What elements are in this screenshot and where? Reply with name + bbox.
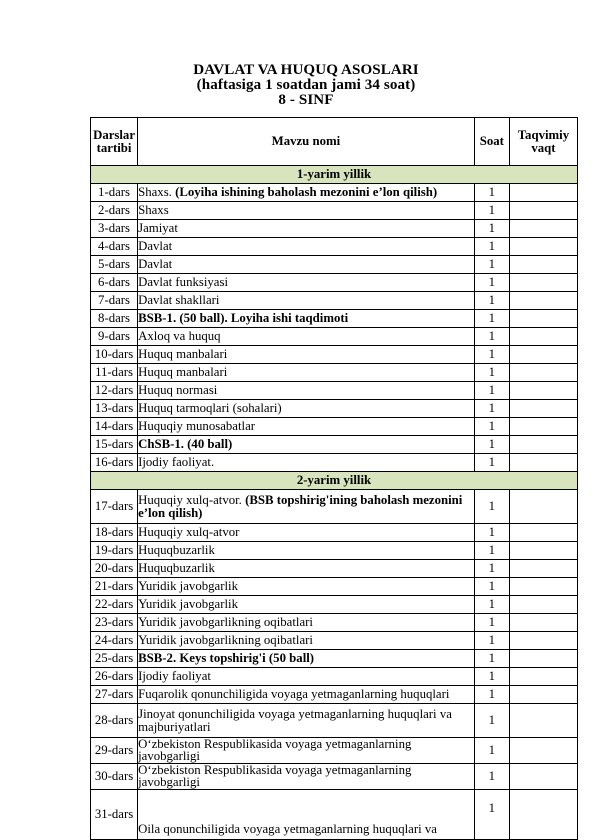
- lesson-date-cell[interactable]: [509, 686, 577, 704]
- lesson-hours-cell: 1: [474, 542, 509, 560]
- table-body: [91, 166, 578, 840]
- lesson-hours-cell: 1: [474, 364, 509, 382]
- lesson-hours-cell: 1: [474, 310, 509, 328]
- topic-text-plain: Huquqbuzarlik: [138, 543, 215, 558]
- lesson-date-cell[interactable]: [509, 238, 577, 256]
- lesson-hours-cell: 1: [474, 184, 509, 202]
- lesson-hours-cell: 1: [474, 274, 509, 292]
- lesson-date-cell[interactable]: [509, 668, 577, 686]
- lesson-topic-cell: [138, 596, 475, 614]
- lesson-date-cell[interactable]: [509, 614, 577, 632]
- topic-text-plain: Jinoyat qonunchiligida voyaga yetmaganlarning huquqlari va majburiyatlari: [138, 707, 452, 734]
- lesson-topic-cell: [138, 184, 475, 202]
- lesson-hours-cell: 1: [474, 763, 509, 789]
- topic-text-plain: Ijodiy faoliyat.: [138, 455, 215, 470]
- lesson-date-cell[interactable]: [509, 763, 577, 789]
- table-row: [91, 436, 578, 454]
- table-row: [91, 686, 578, 704]
- lesson-order-cell: 1-dars: [91, 184, 138, 202]
- lesson-order-cell: 28-dars: [91, 704, 138, 738]
- lesson-topic-cell: [138, 490, 475, 524]
- lesson-topic-cell: [138, 400, 475, 418]
- lesson-hours-cell: 1: [474, 220, 509, 238]
- lesson-topic-cell: [138, 686, 475, 704]
- topic-text-plain: Yuridik javobgarlik: [138, 579, 238, 594]
- lesson-order-cell: 3-dars: [91, 220, 138, 238]
- lesson-topic-cell: [138, 632, 475, 650]
- table-row: [91, 274, 578, 292]
- lesson-hours-cell: 1: [474, 596, 509, 614]
- lesson-topic-cell: [138, 614, 475, 632]
- table-header: [91, 118, 578, 166]
- lesson-order-cell: 8-dars: [91, 310, 138, 328]
- lesson-order-cell: 15-dars: [91, 436, 138, 454]
- lesson-order-cell: 27-dars: [91, 686, 138, 704]
- lesson-topic-cell: [138, 560, 475, 578]
- lesson-hours-cell: 1: [474, 686, 509, 704]
- lesson-order-cell: 9-dars: [91, 328, 138, 346]
- lesson-date-cell[interactable]: [509, 274, 577, 292]
- lesson-hours-cell: 1: [474, 650, 509, 668]
- lesson-date-cell[interactable]: [509, 596, 577, 614]
- lesson-order-cell: 18-dars: [91, 524, 138, 542]
- lesson-order-cell: 24-dars: [91, 632, 138, 650]
- title-line-grade: 8 - SINF: [278, 92, 334, 109]
- topic-text-plain: Oʻzbekiston Respublikasida voyaga yetmaganlarning javobgarligi: [138, 762, 412, 790]
- lesson-topic-cell: [138, 650, 475, 668]
- topic-text-plain: Axloq va huquq: [138, 329, 221, 344]
- lesson-date-cell[interactable]: [509, 292, 577, 310]
- title-line-hours: (haftasiga 1 soatdan jami 34 soat): [196, 77, 416, 94]
- lesson-date-cell[interactable]: [509, 454, 577, 472]
- lesson-hours-cell: 1: [474, 614, 509, 632]
- topic-text-plain: Yuridik javobgarlikning oqibatlari: [138, 633, 313, 648]
- lesson-order-cell: 31-dars: [91, 789, 138, 839]
- lesson-hours-cell: 1: [474, 400, 509, 418]
- lesson-date-cell[interactable]: [509, 738, 577, 764]
- lesson-order-cell: 21-dars: [91, 578, 138, 596]
- section-header-row: [91, 472, 578, 490]
- lesson-date-cell[interactable]: [509, 328, 577, 346]
- table-row: [91, 454, 578, 472]
- table-row: [91, 542, 578, 560]
- topic-text-plain: Huquqiy munosabatlar: [138, 419, 256, 434]
- table-row: [91, 220, 578, 238]
- lesson-order-cell: 13-dars: [91, 400, 138, 418]
- topic-text-plain: Huquqbuzarlik: [138, 561, 215, 576]
- lesson-topic-cell: [138, 763, 475, 789]
- lesson-topic-cell: [138, 704, 475, 738]
- lesson-hours-cell: 1: [474, 238, 509, 256]
- table-row: [91, 346, 578, 364]
- lesson-date-cell[interactable]: [509, 436, 577, 454]
- table-row: [91, 238, 578, 256]
- table-row: [91, 400, 578, 418]
- table-row: [91, 328, 578, 346]
- lesson-date-cell[interactable]: [509, 364, 577, 382]
- lesson-date-cell[interactable]: [509, 704, 577, 738]
- topic-text-plain: Huquq manbalari: [138, 347, 228, 362]
- lesson-hours-cell: 1: [474, 704, 509, 738]
- lesson-topic-cell: [138, 578, 475, 596]
- table-row: [91, 256, 578, 274]
- table-row: [91, 668, 578, 686]
- lesson-date-cell[interactable]: [509, 542, 577, 560]
- topic-text-plain: Ijodiy faoliyat: [138, 669, 211, 684]
- lesson-hours-cell: 1: [474, 524, 509, 542]
- title-line-subject: DAVLAT VA HUQUQ ASOSLARI: [193, 62, 419, 78]
- lesson-topic-cell: [138, 789, 475, 839]
- lesson-order-cell: 14-dars: [91, 418, 138, 436]
- topic-text-plain: Davlat: [138, 257, 173, 272]
- topic-text-plain: Huquqiy xulq-atvor.: [138, 493, 246, 508]
- table-row: [91, 704, 578, 738]
- table-row: [91, 632, 578, 650]
- lesson-topic-cell: [138, 436, 475, 454]
- lesson-hours-cell: 1: [474, 490, 509, 524]
- topic-text-plain: Davlat shakllari: [138, 293, 220, 308]
- column-header-topic: Mavzu nomi: [138, 118, 475, 166]
- topic-text-plain: Fuqarolik qonunchiligida voyaga yetmaganlarning huquqlari: [138, 687, 450, 702]
- table-row: [91, 490, 578, 524]
- column-header-date: Taqvimiy vaqt: [509, 118, 577, 166]
- lesson-hours-cell: 1: [474, 346, 509, 364]
- lesson-topic-cell: [138, 454, 475, 472]
- table-row: [91, 184, 578, 202]
- table-row: [91, 364, 578, 382]
- lesson-date-cell[interactable]: [509, 382, 577, 400]
- topic-text-emphasis: (Loyiha ishining baholash mezonini e’lon qilish): [175, 185, 438, 200]
- topic-text-emphasis: ChSB-1. (40 ball): [138, 437, 233, 452]
- lesson-order-cell: 6-dars: [91, 274, 138, 292]
- lesson-topic-cell: [138, 238, 475, 256]
- table-row: [91, 418, 578, 436]
- table-row: [91, 310, 578, 328]
- lesson-date-cell[interactable]: [509, 256, 577, 274]
- lesson-order-cell: 19-dars: [91, 542, 138, 560]
- lesson-hours-cell: 1: [474, 436, 509, 454]
- lesson-hours-cell: 1: [474, 454, 509, 472]
- lesson-order-cell: 12-dars: [91, 382, 138, 400]
- lesson-topic-cell: [138, 256, 475, 274]
- lesson-date-cell[interactable]: [509, 202, 577, 220]
- lesson-date-cell[interactable]: [509, 400, 577, 418]
- lesson-topic-cell: [138, 292, 475, 310]
- table-row: [91, 614, 578, 632]
- section-header-row: [91, 166, 578, 184]
- lesson-topic-cell: [138, 220, 475, 238]
- lesson-order-cell: 25-dars: [91, 650, 138, 668]
- lesson-date-cell[interactable]: [509, 418, 577, 436]
- lesson-topic-cell: [138, 328, 475, 346]
- table-row: [91, 560, 578, 578]
- lesson-hours-cell: 1: [474, 738, 509, 764]
- lesson-date-cell[interactable]: [509, 650, 577, 668]
- lesson-topic-cell: [138, 202, 475, 220]
- table-row: [91, 382, 578, 400]
- topic-text-plain: Davlat: [138, 239, 173, 254]
- schedule-table-container: [90, 117, 578, 840]
- topic-text-plain: Shaxs: [138, 203, 169, 218]
- lesson-topic-cell: [138, 418, 475, 436]
- lesson-date-cell[interactable]: [509, 560, 577, 578]
- lesson-order-cell: 30-dars: [91, 763, 138, 789]
- lesson-order-cell: 2-dars: [91, 202, 138, 220]
- lesson-hours-cell: 1: [474, 418, 509, 436]
- topic-text-plain: Huquq tarmoqlari (sohalari): [138, 401, 282, 416]
- table-row: [91, 650, 578, 668]
- topic-text-emphasis: BSB-2. Keys topshirig'i (50 ball): [138, 651, 315, 666]
- table-row: [91, 578, 578, 596]
- lesson-order-cell: 16-dars: [91, 454, 138, 472]
- lesson-order-cell: 17-dars: [91, 490, 138, 524]
- topic-text-plain: Yuridik javobgarlikning oqibatlari: [138, 615, 313, 630]
- lesson-date-cell[interactable]: [509, 524, 577, 542]
- lesson-order-cell: 29-dars: [91, 738, 138, 764]
- lesson-date-cell[interactable]: [509, 490, 577, 524]
- lesson-topic-cell: [138, 668, 475, 686]
- topic-text-plain: Jamiyat: [138, 221, 178, 236]
- lesson-topic-cell: [138, 542, 475, 560]
- lesson-hours-cell: 1: [474, 256, 509, 274]
- lesson-hours-cell: 1: [474, 578, 509, 596]
- topic-text-plain: Oila qonunchiligida voyaga yetmaganlarning huquqlari va: [138, 822, 437, 837]
- lesson-date-cell[interactable]: [509, 346, 577, 364]
- lesson-hours-cell: 1: [474, 668, 509, 686]
- lesson-order-cell: 26-dars: [91, 668, 138, 686]
- topic-text-plain: Huquq manbalari: [138, 365, 228, 380]
- topic-text-plain: Oʻzbekiston Respublikasida voyaga yetmaganlarning javobgarligi: [138, 737, 412, 764]
- topic-text-emphasis: (BSB topshirig'ining baholash mezonini e’lon qilish): [138, 493, 463, 520]
- lesson-topic-cell: [138, 524, 475, 542]
- lesson-hours-cell: 1: [474, 560, 509, 578]
- column-header-order: Darslar tartibi: [91, 118, 138, 166]
- topic-text-plain: Davlat funksiyasi: [138, 275, 229, 290]
- lesson-hours-cell: 1: [474, 292, 509, 310]
- lesson-topic-cell: [138, 274, 475, 292]
- topic-text-plain: Huquqiy xulq-atvor: [138, 525, 240, 540]
- lesson-order-cell: 20-dars: [91, 560, 138, 578]
- lesson-date-cell[interactable]: [509, 310, 577, 328]
- topic-text-plain: Huquq normasi: [138, 383, 218, 398]
- lesson-order-cell: 11-dars: [91, 364, 138, 382]
- lesson-order-cell: 22-dars: [91, 596, 138, 614]
- lesson-date-cell[interactable]: [509, 632, 577, 650]
- lesson-date-cell[interactable]: [509, 184, 577, 202]
- topic-text-plain: Shaxs.: [138, 185, 176, 200]
- schedule-table: [90, 117, 578, 840]
- lesson-hours-cell: 1: [474, 632, 509, 650]
- table-row: [91, 738, 578, 764]
- section-header-label: 2-yarim yillik: [91, 472, 578, 490]
- lesson-date-cell[interactable]: [509, 789, 577, 839]
- table-row: [91, 763, 578, 789]
- lesson-topic-cell: [138, 382, 475, 400]
- header-row: [91, 118, 578, 166]
- lesson-hours-cell: 1: [474, 789, 509, 839]
- topic-text-emphasis: BSB-1. (50 ball). Loyiha ishi taqdimoti: [138, 311, 349, 326]
- lesson-hours-cell: 1: [474, 202, 509, 220]
- table-row: [91, 524, 578, 542]
- table-row: [91, 596, 578, 614]
- section-header-label: 1-yarim yillik: [91, 166, 578, 184]
- table-row: [91, 789, 578, 839]
- lesson-order-cell: 4-dars: [91, 238, 138, 256]
- lesson-date-cell[interactable]: [509, 220, 577, 238]
- lesson-order-cell: 23-dars: [91, 614, 138, 632]
- lesson-hours-cell: 1: [474, 328, 509, 346]
- table-row: [91, 292, 578, 310]
- lesson-topic-cell: [138, 310, 475, 328]
- lesson-topic-cell: [138, 346, 475, 364]
- column-header-hours: Soat: [474, 118, 509, 166]
- lesson-order-cell: 10-dars: [91, 346, 138, 364]
- topic-text-plain: Yuridik javobgarlik: [138, 597, 238, 612]
- lesson-order-cell: 5-dars: [91, 256, 138, 274]
- lesson-order-cell: 7-dars: [91, 292, 138, 310]
- lesson-topic-cell: [138, 738, 475, 764]
- lesson-hours-cell: 1: [474, 382, 509, 400]
- document-title: [0, 63, 612, 109]
- lesson-topic-cell: [138, 364, 475, 382]
- table-row: [91, 202, 578, 220]
- lesson-date-cell[interactable]: [509, 578, 577, 596]
